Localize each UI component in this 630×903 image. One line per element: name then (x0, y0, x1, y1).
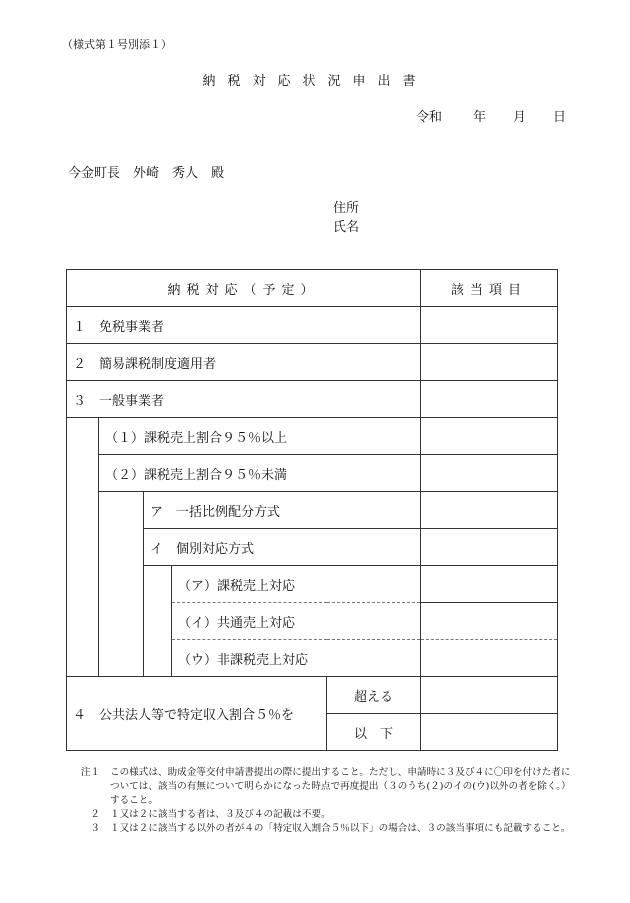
applicable-cell[interactable] (421, 344, 558, 381)
date-era: 令和 (416, 110, 443, 125)
note-item (76, 808, 576, 822)
row-public-corp: ４ 公共法人等で特定収入割合５％を (67, 677, 327, 751)
table-row (67, 566, 558, 603)
table-row (67, 640, 558, 677)
note-number: 注１ (80, 767, 100, 778)
row-public-corp-under: 以 下 (327, 714, 421, 751)
header-applicable: 該当項目 (421, 270, 558, 307)
row-ratio-95-over: （１）課税売上割合９５％以上 (99, 418, 421, 455)
row-ratio-95-under: （２）課税売上割合９５％未満 (99, 455, 421, 492)
row-exempt: １ 免税事業者 (67, 307, 421, 344)
note-number: ３ (90, 823, 100, 834)
form-number: （様式第１号別添１） (62, 38, 172, 51)
applicable-cell[interactable] (421, 418, 558, 455)
date-year: 年 (473, 110, 487, 125)
table-header-row (67, 270, 558, 307)
row-taxable-sales: （ア）課税売上対応 (172, 566, 421, 603)
table-row (67, 492, 558, 529)
applicable-cell[interactable] (421, 677, 558, 714)
table-row (67, 418, 558, 455)
table-row (67, 455, 558, 492)
note-text: この様式は、助成金等交付申請書提出の際に提出すること。ただし、申請時に３及び４に〇印を付けた者については、該当の有無について明らかになった時点で再度提出（３のうち(２)のイの(ウ)以外の者を除く。）すること。 (110, 767, 571, 806)
table-row (67, 307, 558, 344)
row-general: ３ 一般事業者 (67, 381, 421, 418)
row-simplified: ２ 簡易課税制度適用者 (67, 344, 421, 381)
header-response: 納税対応（予定） (67, 270, 421, 307)
note-item (76, 766, 576, 808)
applicable-cell[interactable] (421, 492, 558, 529)
applicable-cell[interactable] (421, 714, 558, 751)
tax-response-table (66, 269, 558, 751)
table-row (67, 677, 558, 714)
table-row (67, 381, 558, 418)
applicable-cell[interactable] (421, 529, 558, 566)
row-public-corp-over: 超える (327, 677, 421, 714)
note-text: １又は２に該当する以外の者が４の「特定収入割合５％以下」の場合は、３の該当事項にも記載すること。 (110, 823, 571, 834)
applicable-cell[interactable] (421, 455, 558, 492)
applicable-cell[interactable] (421, 566, 558, 603)
note-text: １又は２に該当する者は、３及び４の記載は不要。 (110, 809, 331, 820)
row-lump-sum: ア 一括比例配分方式 (144, 492, 421, 529)
note-item (76, 822, 576, 836)
applicable-cell[interactable] (421, 381, 558, 418)
note-number: ２ (90, 809, 100, 820)
table-row (67, 344, 558, 381)
table-row (67, 529, 558, 566)
table-row (67, 603, 558, 640)
applicable-cell[interactable] (421, 603, 558, 640)
applicable-cell[interactable] (421, 307, 558, 344)
address-label: 住所 (333, 201, 360, 216)
notes (76, 766, 576, 836)
row-individual: イ 個別対応方式 (144, 529, 421, 566)
date-month: 月 (513, 110, 527, 125)
addressee: 今金町長 外崎 秀人 殿 (68, 166, 225, 181)
row-common-sales: （イ）共通売上対応 (172, 603, 421, 640)
document-title: 納税対応状況申出書 (202, 74, 428, 89)
applicable-cell[interactable] (421, 640, 558, 677)
date-day: 日 (553, 110, 567, 125)
row-nontaxable-sales: （ウ）非課税売上対応 (172, 640, 421, 677)
name-label: 氏名 (333, 220, 360, 235)
